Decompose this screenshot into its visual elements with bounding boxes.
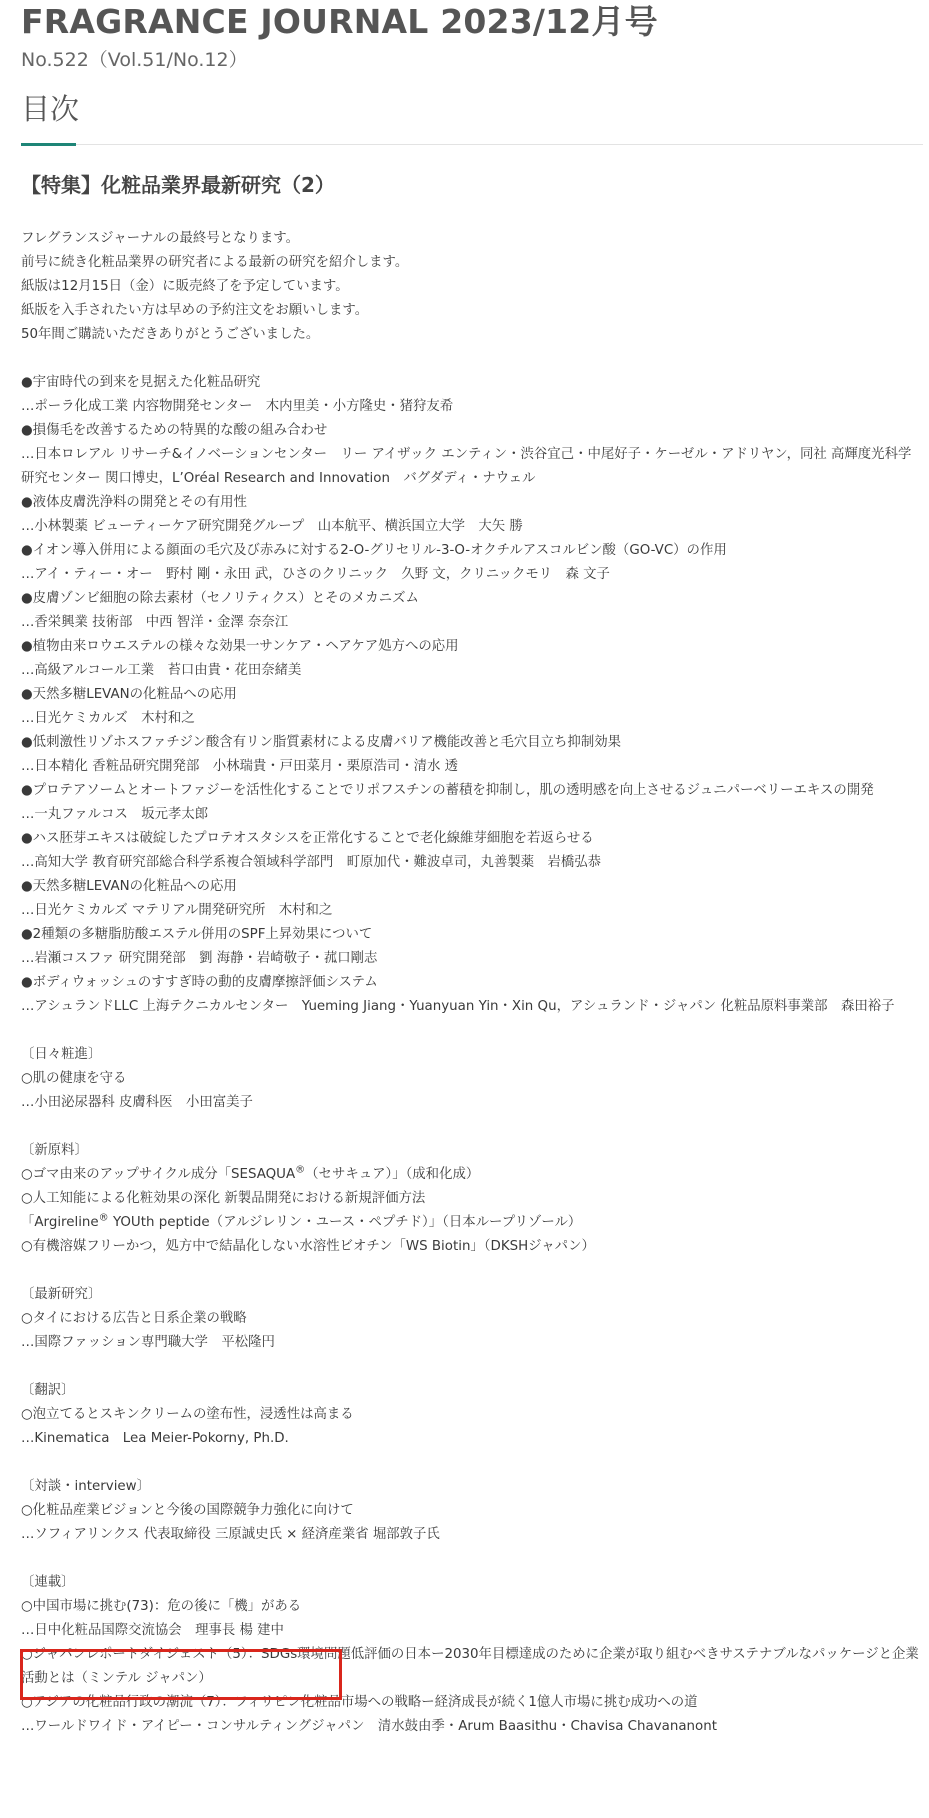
article-authors: …ワールドワイド・アイピー・コンサルティングジャパン 清水鼓由季・Arum Baasithu・Chavisa Chavananont [21, 1719, 717, 1734]
article-authors: …一丸ファルコス 坂元孝太郎 [21, 807, 209, 822]
article-authors: …小田泌尿器科 皮膚科医 小田富美子 [21, 1095, 253, 1110]
intro-line: 紙版は12月15日（金）に販売終了を予定しています。 [21, 279, 349, 294]
article-authors: …ポーラ化成工業 内容物開発センター 木内里美・小方隆史・猪狩友希 [21, 399, 454, 414]
journal-title: FRAGRANCE JOURNAL 2023/12月号 [21, 2, 658, 41]
spacer [21, 347, 921, 371]
article-title: ○中国市場に挑む(73)：危の後に「機」がある [21, 1599, 302, 1614]
article-title: ●植物由来ロウエステルの様々な効果一サンケア・ヘアケア処方への応用 [21, 639, 459, 654]
article-title: ●プロテアソームとオートファジーを活性化することでリポフスチンの蓄積を抑制し，肌の透明感を向上させるジュニパーベリーエキスの開発 [21, 783, 874, 798]
issue-number: No.522（Vol.51/No.12） [21, 49, 248, 71]
spacer [21, 1451, 921, 1475]
article-title-text: ○ゴマ由来のアップサイクル成分「SESAQUA [21, 1167, 296, 1182]
article-title: ●宇宙時代の到来を見据えた化粧品研究 [21, 375, 261, 390]
intro-line: 50年間ご購読いただきありがとうございました。 [21, 327, 320, 342]
article-authors: …日光ケミカルズ 木村和之 [21, 711, 195, 726]
article-authors: …日光ケミカルズ マテリアル開発研究所 木村和之 [21, 903, 333, 918]
toc-heading: 目次 [21, 92, 80, 126]
section-label: 〔最新研究〕 [21, 1287, 102, 1302]
article-authors: …高級アルコール工業 苔口由貴・花田奈緒美 [21, 663, 302, 678]
spacer [21, 1547, 921, 1571]
article-title: ○タイにおける広告と日系企業の戦略 [21, 1311, 247, 1326]
article-title: ○化粧品産業ビジョンと今後の国際競争力強化に向けて [21, 1503, 354, 1518]
article-title: ●皮膚ゾンビ細胞の除去素材（セノリティクス）とそのメカニズム [21, 591, 419, 606]
article-title-text: YOUth peptide（アルジレリン・ユース・ペプチド）」（日本ループリゾール） [108, 1215, 582, 1230]
article-title: ●2種類の多糖脂肪酸エステル併用のSPF上昇効果について [21, 927, 373, 942]
article-title: ●ボディウォッシュのすすぎ時の動的皮膚摩擦評価システム [21, 975, 378, 990]
article-authors: …アイ・ティー・オー 野村 剛・永田 武，ひさのクリニック 久野 文，クリニックモリ 森 文子 [21, 567, 610, 582]
article-authors: …日中化粧品国際交流協会 理事長 楊 建中 [21, 1623, 284, 1638]
registered-mark: ® [295, 1164, 306, 1176]
article-title [21, 1163, 921, 1187]
registered-mark: ® [98, 1212, 109, 1224]
article-title: ○アジアの化粧品行政の潮流（7）：フィリピン化粧品市場への戦略ー経済成長が続く1億人市場に挑む成功への道 [21, 1695, 698, 1710]
toc-content [21, 227, 921, 1739]
article-authors: …国際ファッション専門職大学 平松隆円 [21, 1335, 275, 1350]
feature-heading: 【特集】化粧品業界最新研究（2） [21, 173, 335, 197]
section-label: 〔日々粧進〕 [21, 1047, 102, 1062]
article-title: ●天然多糖LEVANの化粧品への応用 [21, 687, 237, 702]
article-title: ●ハス胚芽エキスは破綻したプロテオスタシスを正常化することで老化線維芽細胞を若返らせる [21, 831, 594, 846]
article-title-text: （セサキュア）」（成和化成） [305, 1167, 480, 1182]
article-title [21, 1211, 921, 1235]
intro-line: フレグランスジャーナルの最終号となります。 [21, 231, 299, 246]
article-title: ●液体皮膚洗浄料の開発とその有用性 [21, 495, 247, 510]
article-title-text: 「Argireline [21, 1215, 99, 1230]
article-title: ○人工知能による化粧効果の深化 新製品開発における新規評価方法 [21, 1191, 426, 1206]
section-label: 〔翻訳〕 [21, 1383, 75, 1398]
article-title: ○ジャパンレポートダイジェスト（5）：SDGs環境問題低評価の日本ー2030年目標達成のために企業が取り組むべきサステナブルなパッケージと企業活動とは（ミンテル ジャパン） [21, 1647, 919, 1686]
section-label: 〔連載〕 [21, 1575, 75, 1590]
article-authors: …ソフィアリンクス 代表取締役 三原誠史氏 × 経済産業省 堀部敦子氏 [21, 1527, 440, 1542]
article-authors: …岩瀬コスファ 研究開発部 劉 海静・岩崎敬子・菰口剛志 [21, 951, 378, 966]
article-authors: …アシュランドLLC 上海テクニカルセンター Yueming Jiang・Yuanyuan Yin・Xin Qu，アシュランド・ジャパン 化粧品原料事業部 森田裕子 [21, 999, 895, 1014]
article-title: ●損傷毛を改善するための特異的な酸の組み合わせ [21, 423, 328, 438]
spacer [21, 1259, 921, 1283]
spacer [21, 1355, 921, 1379]
article-authors: …日本ロレアル リサーチ&イノベーションセンター リー アイザック エンティン・渋谷宜己・中尾好子・ケーゼル・アドリヤン，同社 高輝度光科学研究センター 関口博史，L’Oréal Research and Innovation バグダディ・ナウェル [21, 447, 912, 486]
article-title: ●イオン導入併用による顔面の毛穴及び赤みに対する2-O-グリセリル-3-O-オクチルアスコルビン酸（GO-VC）の作用 [21, 543, 727, 558]
article-title: ○有機溶媒フリーかつ，処方中で結晶化しない水溶性ビオチン「WS Biotin」（DKSHジャパン） [21, 1239, 595, 1254]
article-authors: …Kinematica Lea Meier-Pokorny, Ph.D. [21, 1431, 289, 1446]
toc-heading-block [21, 91, 923, 145]
article-title: ●低刺激性リゾホスファチジン酸含有リン脂質素材による皮膚バリア機能改善と毛穴目立ち抑制効果 [21, 735, 621, 750]
article-authors: …小林製薬 ビューティーケア研究開発グループ 山本航平、横浜国立大学 大矢 勝 [21, 519, 523, 534]
article-title: ●天然多糖LEVANの化粧品への応用 [21, 879, 237, 894]
article-authors: …香栄興業 技術部 中西 智洋・金澤 奈奈江 [21, 615, 289, 630]
intro-line: 紙版を入手されたい方は早めの予約注文をお願いします。 [21, 303, 369, 318]
section-label: 〔新原料〕 [21, 1143, 88, 1158]
spacer [21, 1019, 921, 1043]
article-title: ○肌の健康を守る [21, 1071, 127, 1086]
intro-line: 前号に続き化粧品業界の研究者による最新の研究を紹介します。 [21, 255, 409, 270]
section-label: 〔対談・interview〕 [21, 1479, 150, 1494]
article-title: ○泡立てるとスキンクリームの塗布性，浸透性は高まる [21, 1407, 354, 1422]
article-authors: …日本精化 香粧品研究開発部 小林瑞貴・戸田菜月・栗原浩司・清水 透 [21, 759, 459, 774]
toc-heading-underline [21, 143, 76, 146]
spacer [21, 1115, 921, 1139]
article-authors: …高知大学 教育研究部総合科学系複合領域科学部門 町原加代・難波卓司，丸善製薬 岩橋弘恭 [21, 855, 602, 870]
